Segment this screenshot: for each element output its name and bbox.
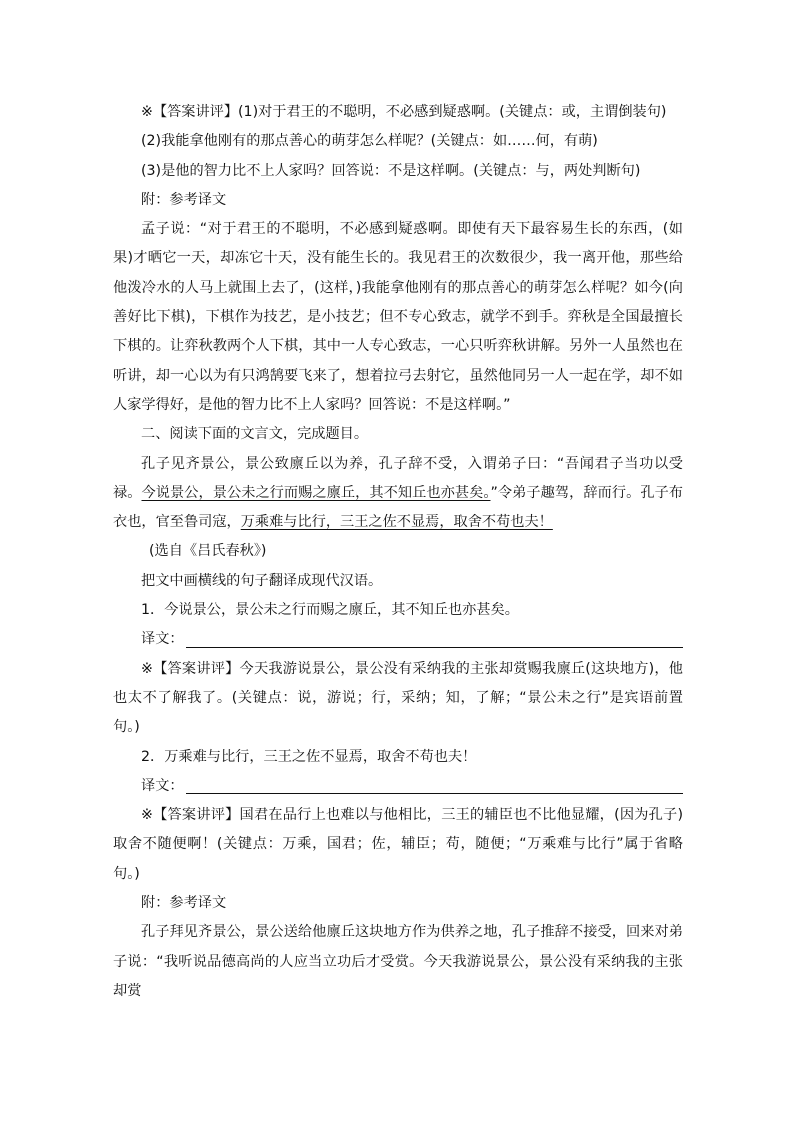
question-2-prompt: 2．万乘难与比行，三王之佐不显焉，取舍不苟也夫！: [141, 748, 477, 765]
classical-passage: [113, 450, 683, 538]
passage-text-b: ”令弟子趣驾，辞而行。孔子布衣也，官至鲁司寇，: [113, 484, 683, 531]
instruction: 把文中画横线的句子翻译成现代汉语。: [141, 572, 383, 589]
question-2-explanation: ※【答案讲评】国君在品行上也难以与他相比，三王的辅臣也不比他显耀，(因为孔子)取舍不随便啊！(关键点：万乘，国君；佐，辅臣；苟，随便；“万乘难与比行”属于省略句。): [113, 807, 683, 882]
question-1-label: 译文：: [141, 631, 184, 648]
document-page: [113, 98, 683, 1006]
question-1-explanation: ※【答案讲评】今天我游说景公，景公没有采纳我的主张却赏赐我廪丘(这块地方)，他也太不了解我了。(关键点：说，游说；行，采纳；知，了解；“景公未之行”是宾语前置句。): [113, 660, 683, 736]
question-1-answer-blank[interactable]: [113, 625, 683, 654]
answer-line: [186, 627, 683, 648]
question-1-prompt: 1．今说景公，景公未之行而赐之廪丘，其不知丘也亦甚矣。: [141, 602, 519, 619]
section-heading: 二、阅读下面的文言文，完成题目。: [141, 426, 369, 443]
underlined-sentence-1: 今说景公，景公未之行而赐之廪丘，其不知丘也亦甚矣。: [141, 484, 491, 501]
reference-translation-heading-2: 附：参考译文: [141, 895, 227, 912]
reference-translation-heading: 附：参考译文: [141, 191, 227, 208]
underlined-sentence-2: 万乘难与比行，三王之佐不显焉，取舍不苟也夫！: [240, 514, 553, 531]
reference-translation-text-2: 孔子拜见齐景公，景公送给他廪丘这块地方作为供养之地，孔子推辞不接受，回来对弟子说：“我听说品德高尚的人应当立功后才受赏。今天我游说景公，景公没有采纳我的主张却赏: [113, 924, 683, 999]
passage-source: (选自《吕氏春秋》): [149, 543, 267, 560]
question-2-label: 译文：: [141, 777, 184, 794]
answer-line: [186, 773, 683, 794]
answer-explanation-3: (3)是他的智力比不上人家吗？回答说：不是这样啊。(关键点：与，两处判断句): [141, 162, 641, 179]
answer-explanation-2: (2)我能拿他刚有的那点善心的萌芽怎么样呢？(关键点：如……何，有萌): [141, 133, 598, 150]
question-2-answer-blank[interactable]: [113, 772, 683, 801]
reference-translation-text: 孟子说：“对于君王的不聪明，不必感到疑惑啊。即使有天下最容易生长的东西，(如果)才晒它一天，却冻它十天，没有能生长的。我见君王的次数很少，我一离开他，那些给他泼冷水的人马上就围上去了，(这样，)我能拿他刚有的那点善心的萌芽怎么样呢？如今(向善好比下棋)，下棋作为技艺，是小技艺；但不专心致志，就学不到手。弈秋是全国最擅长下棋的。让弈秋教两个人下棋，其中一人专心致志，一心只听弈秋讲解。另外一人虽然也在听讲，却一心以为有只鸿鹄要飞来了，想着拉弓去射它，虽然他同另一人一起在学，却不如人家学得好，是他的智力比不上人家吗？回答说：不是这样啊。”: [113, 221, 683, 413]
passage-text-a: 孔子见齐景公，景公致廪丘以为养，孔子辞不受，入谓弟子曰：“吾闻君子当功以受禄。: [113, 455, 683, 501]
answer-explanation-1: ※【答案讲评】(1)对于君王的不聪明，不必感到疑惑啊。(关键点：或，主谓倒装句): [141, 104, 667, 120]
